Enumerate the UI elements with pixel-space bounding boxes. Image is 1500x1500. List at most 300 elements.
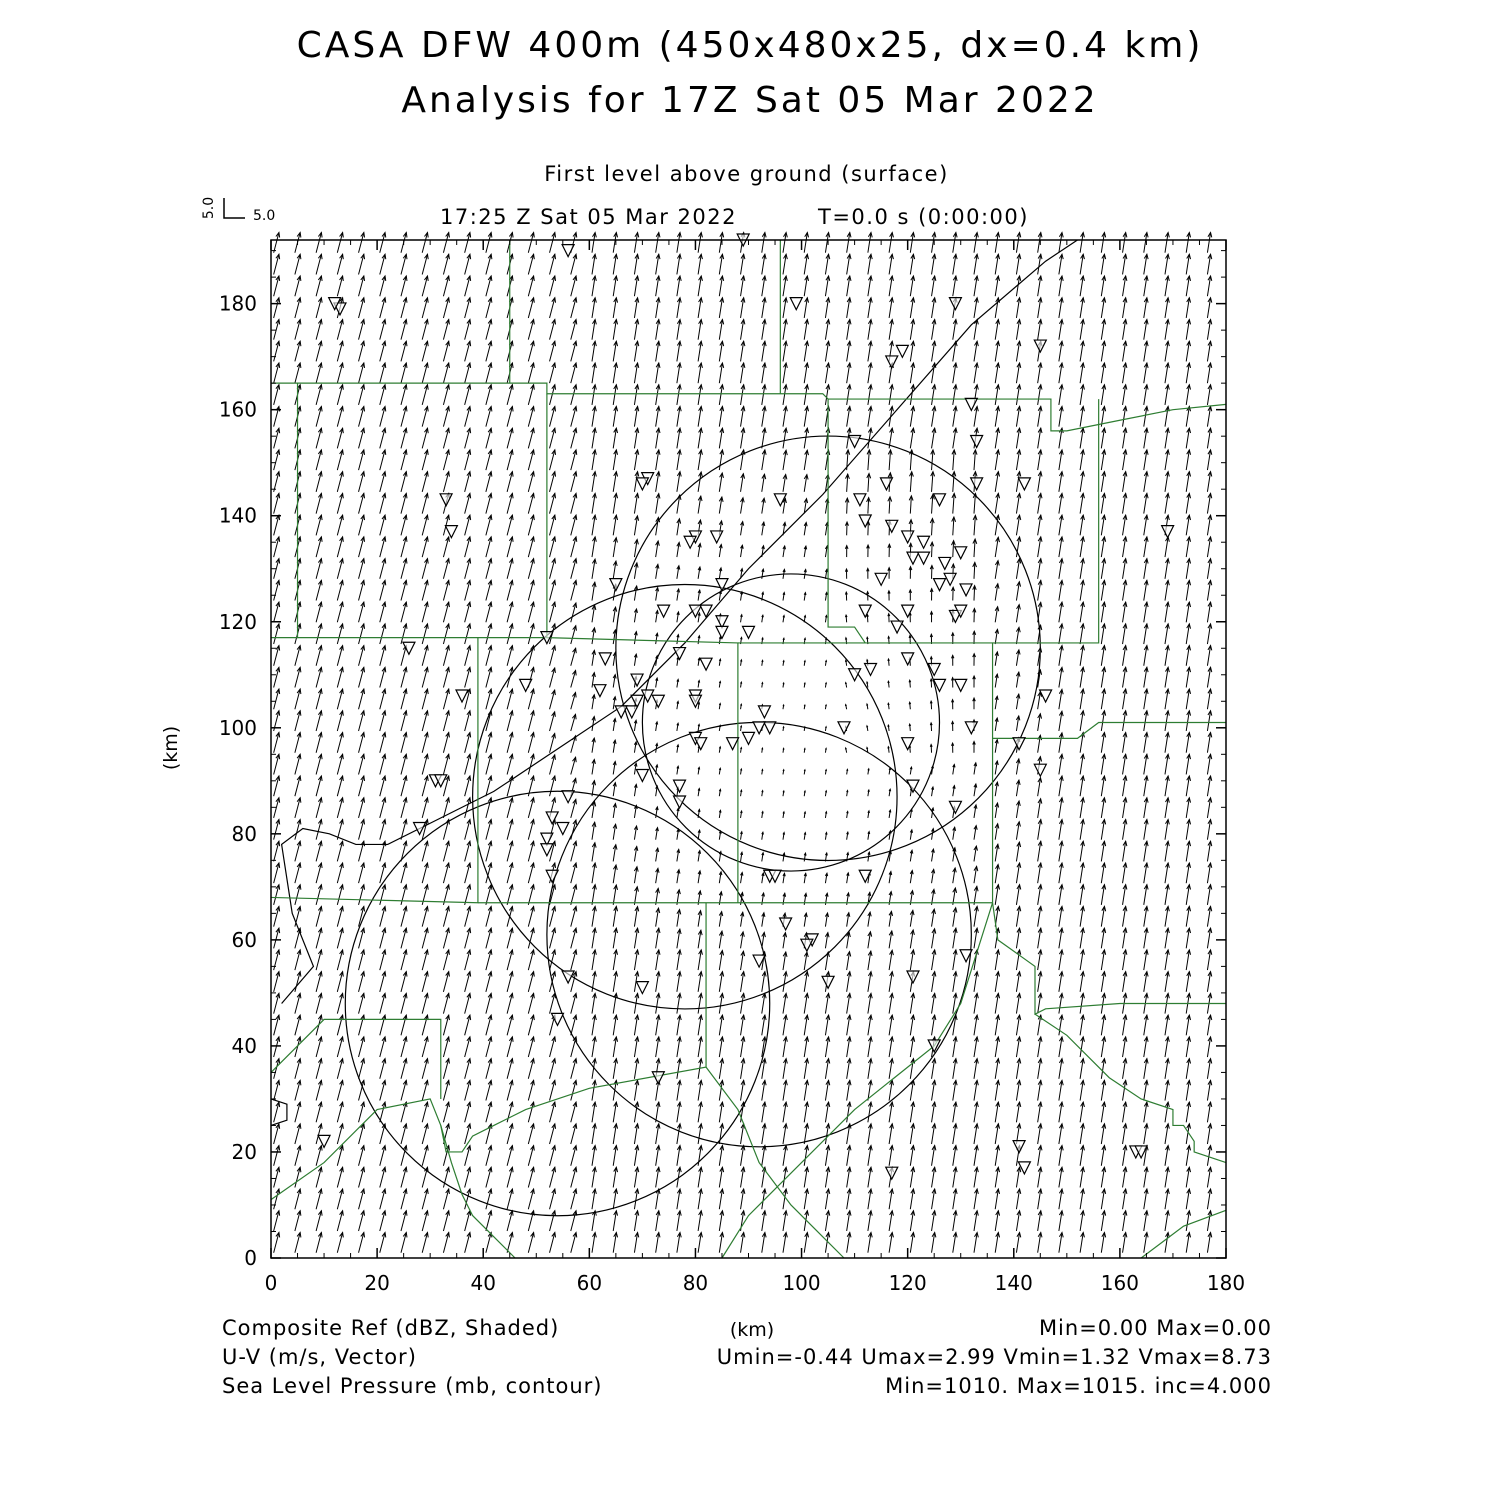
wind-vector	[571, 1233, 577, 1253]
wind-vector	[698, 681, 700, 688]
wind-vector	[571, 254, 577, 274]
wind-vector	[1207, 1146, 1211, 1166]
wind-vector	[550, 1167, 556, 1187]
wind-vector	[507, 689, 513, 709]
y-tick-label: 0	[244, 1246, 257, 1270]
wind-vector	[719, 1059, 723, 1079]
wind-vector	[762, 832, 764, 839]
wind-vector	[825, 791, 826, 796]
wind-vector	[1144, 885, 1148, 905]
wind-vector	[507, 733, 513, 753]
wind-vector	[1123, 319, 1127, 339]
wind-vector	[1038, 819, 1042, 839]
wind-vector	[337, 1233, 343, 1253]
wind-vector	[295, 1167, 301, 1187]
wind-vector	[953, 1059, 957, 1079]
wind-vector	[507, 1124, 513, 1144]
wind-vector	[868, 769, 869, 775]
wind-vector	[825, 1211, 829, 1231]
wind-vector	[1186, 711, 1190, 731]
wind-vector	[825, 1059, 829, 1079]
wind-vector	[868, 298, 872, 318]
wind-vector	[719, 831, 721, 840]
wind-vector	[359, 298, 365, 318]
wind-vector	[1038, 778, 1042, 796]
wind-vector	[401, 733, 407, 753]
wind-vector	[359, 754, 365, 774]
wind-vector	[783, 385, 787, 405]
x-tick-label: 140	[994, 1271, 1033, 1295]
wind-vector	[528, 341, 534, 361]
wind-vector	[783, 833, 785, 840]
wind-vector	[337, 711, 343, 731]
wind-vector	[1207, 1102, 1211, 1122]
wind-vector	[1101, 841, 1105, 861]
wind-vector	[1165, 624, 1169, 644]
wind-vector	[847, 298, 851, 318]
station-marker-icon	[838, 722, 850, 734]
wind-vector	[1038, 714, 1042, 731]
wind-vector	[359, 406, 365, 426]
wind-vector	[719, 951, 723, 971]
wind-vector	[274, 276, 280, 296]
wind-vector	[932, 950, 936, 970]
wind-vector	[698, 276, 702, 296]
wind-vector	[656, 1015, 660, 1035]
wind-vector	[677, 385, 681, 405]
wind-vector	[465, 1167, 471, 1187]
wind-vector	[274, 733, 280, 753]
wind-vector	[295, 646, 301, 666]
wind-vector	[613, 824, 617, 839]
field2-label: U-V (m/s, Vector)	[222, 1345, 417, 1369]
wind-vector	[571, 580, 577, 600]
wind-vector	[974, 363, 978, 383]
wind-vector	[719, 972, 723, 992]
wind-vector	[952, 700, 954, 710]
wind-vector	[783, 873, 785, 883]
wind-vector	[316, 906, 322, 926]
wind-vector	[1059, 841, 1063, 861]
wind-vector	[528, 406, 534, 426]
wind-vector	[401, 1059, 407, 1079]
forecast-time-label: T=0.0 s (0:00:00)	[818, 205, 1029, 229]
wind-vector	[401, 1080, 407, 1100]
wind-vector	[401, 624, 407, 644]
wind-vector	[974, 1015, 978, 1035]
wind-vector	[316, 385, 322, 405]
wind-vector	[401, 1233, 407, 1253]
wind-vector	[1038, 1080, 1042, 1100]
station-marker-icon	[891, 621, 903, 633]
wind-vector	[443, 276, 449, 296]
wind-vector	[550, 602, 556, 622]
wind-vector	[465, 254, 471, 274]
field2-stats: Umin=-0.44 Umax=2.99 Vmin=1.32 Vmax=8.73	[716, 1345, 1272, 1369]
wind-vector	[741, 1167, 745, 1187]
wind-vector	[528, 319, 534, 339]
wind-vector	[592, 843, 596, 862]
wind-vector	[995, 1102, 999, 1122]
wind-vector	[1186, 906, 1190, 926]
wind-vector	[1101, 798, 1105, 818]
wind-vector	[1123, 841, 1127, 861]
wind-vector	[931, 472, 935, 492]
wind-vector	[486, 276, 492, 296]
wind-vector	[1165, 646, 1169, 666]
wind-vector	[825, 276, 829, 296]
wind-vector	[359, 559, 365, 579]
wind-vector	[910, 1146, 914, 1166]
wind-vector	[741, 972, 745, 992]
wind-vector	[1144, 602, 1148, 622]
wind-vector	[656, 1037, 660, 1057]
wind-vector	[719, 450, 723, 470]
wind-vector	[613, 298, 617, 318]
wind-vector	[1123, 341, 1127, 361]
wind-vector	[380, 1015, 386, 1035]
wind-vector	[1165, 885, 1169, 905]
wind-vector	[953, 406, 957, 426]
wind-vector	[1080, 1146, 1084, 1166]
station-marker-icon	[886, 356, 898, 368]
wind-vector	[422, 863, 428, 883]
wind-vector	[316, 1189, 322, 1209]
axis-ticks	[219, 240, 1245, 1295]
wind-vector	[295, 711, 301, 731]
wind-vector	[953, 928, 957, 948]
wind-vector	[359, 993, 365, 1013]
wind-vector	[1207, 689, 1211, 709]
wind-vector	[274, 298, 280, 318]
wind-vector	[422, 298, 428, 318]
wind-vector	[762, 660, 763, 665]
wind-vector	[634, 609, 637, 622]
wind-vector	[1144, 754, 1148, 774]
wind-vector	[951, 633, 954, 644]
wind-vector	[1165, 298, 1169, 318]
wind-vector	[953, 1124, 957, 1144]
wind-vector	[380, 450, 386, 470]
wind-vector	[507, 928, 513, 948]
wind-vector	[656, 950, 660, 970]
wind-vector	[698, 544, 701, 557]
wind-vector	[1123, 1189, 1127, 1209]
wind-vector	[1123, 1167, 1127, 1187]
wind-vector	[868, 1015, 872, 1035]
wind-vector	[507, 450, 513, 470]
wind-vector	[1186, 298, 1190, 318]
wind-vector	[571, 841, 577, 861]
wind-vector	[953, 1189, 957, 1209]
wind-vector	[1144, 1124, 1148, 1144]
wind-vector	[316, 1102, 322, 1122]
wind-vector	[1123, 754, 1127, 774]
wind-vector	[422, 776, 428, 796]
wind-vector	[422, 1146, 428, 1166]
wind-vector	[316, 624, 322, 644]
wind-vector	[422, 428, 428, 448]
wind-vector	[465, 1233, 471, 1253]
wind-vector	[1059, 319, 1063, 339]
wind-vector	[677, 589, 680, 601]
wind-vector	[889, 385, 893, 405]
wind-vector	[337, 319, 343, 339]
wind-vector	[507, 972, 513, 992]
wind-vector	[274, 1189, 280, 1209]
wind-vector	[380, 602, 386, 622]
wind-vector	[847, 1167, 851, 1187]
wind-vector	[337, 515, 343, 535]
wind-vector	[825, 661, 826, 666]
wind-vector	[698, 658, 700, 665]
wind-vector	[783, 853, 785, 861]
wind-vector	[1207, 950, 1211, 970]
wind-vector	[337, 776, 343, 796]
wind-vector	[634, 1189, 638, 1209]
wind-vector	[698, 450, 702, 470]
y-tick-label: 100	[218, 715, 257, 740]
station-marker-icon	[684, 536, 696, 548]
wind-vector	[422, 363, 428, 383]
wind-vector	[740, 522, 743, 536]
wind-vector	[953, 385, 957, 405]
wind-vector	[401, 515, 407, 535]
wind-vector	[1059, 733, 1063, 753]
wind-vector	[465, 233, 471, 253]
wind-vector	[634, 847, 637, 862]
wind-vector	[868, 1233, 872, 1253]
wind-vector	[1186, 863, 1190, 883]
wind-vector	[1186, 1080, 1190, 1100]
wind-vector	[380, 733, 386, 753]
wind-vector	[1038, 472, 1042, 492]
wind-vector	[486, 1146, 492, 1166]
wind-vector	[465, 624, 471, 644]
wind-vector	[295, 863, 301, 883]
wind-vector	[698, 767, 700, 774]
wind-vector	[995, 406, 999, 426]
wind-vector	[741, 704, 742, 709]
wind-vector	[1038, 537, 1042, 557]
wind-vector	[741, 276, 745, 296]
wind-vector	[1123, 863, 1127, 883]
wind-vector	[507, 798, 513, 818]
wind-vector	[274, 493, 280, 513]
wind-vector	[889, 276, 893, 296]
wind-vector	[1144, 950, 1148, 970]
wind-vector	[1144, 711, 1148, 731]
wind-vector	[1059, 1233, 1063, 1253]
wind-vector	[380, 819, 386, 839]
wind-vector	[359, 1211, 365, 1231]
wind-vector	[550, 1080, 556, 1100]
wind-vector	[465, 406, 471, 426]
wind-vector	[677, 1146, 681, 1166]
wind-vector	[698, 341, 702, 361]
wind-vector	[443, 993, 449, 1013]
wind-vector	[486, 254, 492, 274]
wind-vector	[1016, 363, 1020, 383]
wind-vector	[741, 832, 743, 840]
wind-vector	[1165, 537, 1169, 557]
wind-vector	[337, 733, 343, 753]
wind-vector	[677, 972, 681, 992]
wind-vector	[401, 1167, 407, 1187]
wind-vector	[825, 363, 829, 383]
wind-vector	[1059, 537, 1063, 557]
wind-vector	[571, 1124, 577, 1144]
wind-vector	[1059, 819, 1063, 839]
wind-vector	[613, 1233, 617, 1253]
wind-vector	[1080, 559, 1084, 579]
wind-vector	[443, 667, 449, 687]
wind-vector	[656, 298, 660, 318]
station-marker-icon	[674, 796, 686, 808]
station-marker-icon	[636, 982, 648, 994]
wind-vector	[783, 1037, 787, 1057]
wind-vector	[592, 1102, 596, 1122]
wind-vector	[359, 950, 365, 970]
wind-vector	[930, 701, 932, 709]
wind-vector	[316, 1211, 322, 1231]
wind-vector	[613, 1037, 617, 1057]
wind-vector	[507, 493, 513, 513]
wind-vector	[1123, 428, 1127, 448]
wind-vector	[316, 841, 322, 861]
wind-vector	[698, 385, 702, 405]
wind-vector	[783, 952, 787, 970]
wind-vector	[995, 385, 999, 405]
wind-vector	[910, 276, 914, 296]
wind-vector	[1101, 1037, 1105, 1057]
wind-vector	[1080, 1102, 1084, 1122]
wind-vector	[740, 545, 743, 557]
wind-vector	[337, 1189, 343, 1209]
wind-vector	[316, 515, 322, 535]
field1-stats: Min=0.00 Max=0.00	[1038, 1316, 1272, 1340]
wind-vector	[1101, 863, 1105, 883]
wind-vector	[868, 972, 872, 992]
wind-vector	[719, 341, 723, 361]
wind-vector	[274, 1233, 280, 1253]
wind-vector	[932, 972, 936, 992]
wind-vector	[1016, 233, 1020, 253]
wind-vector	[677, 1189, 681, 1209]
wind-vector	[804, 522, 807, 535]
wind-vector	[380, 1146, 386, 1166]
wind-vector	[741, 1015, 745, 1035]
wind-vector	[656, 928, 660, 948]
wind-vector	[953, 363, 957, 383]
valid-time-label: 17:25 Z Sat 05 Mar 2022	[440, 205, 737, 229]
station-marker-icon	[854, 494, 866, 506]
wind-vector	[974, 341, 978, 361]
wind-vector	[571, 450, 577, 470]
wind-vector	[1144, 928, 1148, 948]
wind-vector	[1101, 276, 1105, 296]
wind-vector	[592, 363, 596, 383]
wind-vector	[571, 820, 577, 840]
y-tick-label: 180	[218, 291, 257, 316]
wind-vector	[932, 319, 936, 339]
wind-vector	[486, 406, 492, 426]
wind-vector	[1144, 1211, 1148, 1231]
wind-vector	[1165, 733, 1169, 753]
wind-vector	[274, 515, 280, 535]
wind-vector	[1101, 363, 1105, 383]
wind-vector	[486, 1233, 492, 1253]
wind-vector	[1080, 233, 1084, 253]
wind-vector	[995, 537, 999, 557]
wind-vector	[1038, 1124, 1042, 1144]
wind-vector	[486, 733, 492, 753]
wind-vector	[443, 841, 449, 861]
y-tick-label: 160	[218, 397, 257, 422]
wind-vector	[995, 950, 999, 970]
wind-vector	[571, 1015, 577, 1035]
wind-vector	[677, 929, 681, 948]
wind-vector	[1144, 1233, 1148, 1253]
wind-vector	[932, 1211, 936, 1231]
wind-vector	[443, 950, 449, 970]
wind-vector	[1123, 798, 1127, 818]
station-marker-icon	[562, 245, 574, 257]
wind-vector	[571, 298, 577, 318]
wind-vector	[1016, 298, 1020, 318]
wind-vector	[762, 993, 766, 1013]
wind-vector	[465, 1015, 471, 1035]
wind-vector	[1144, 276, 1148, 296]
wind-vector	[762, 853, 764, 862]
wind-vector	[592, 559, 596, 579]
wind-vector	[465, 841, 471, 861]
wind-vector	[677, 233, 681, 253]
wind-vector	[698, 406, 702, 426]
y-tick-label: 80	[231, 821, 257, 846]
wind-vector	[910, 1233, 914, 1253]
wind-vector	[847, 406, 851, 426]
wind-vector	[550, 1211, 556, 1231]
wind-vector	[1038, 950, 1042, 970]
wind-vector	[1123, 450, 1127, 470]
wind-vector	[1080, 406, 1084, 426]
wind-vector	[974, 406, 978, 426]
wind-vector	[507, 1015, 513, 1035]
wind-vector	[528, 624, 534, 644]
station-marker-icon	[695, 738, 707, 750]
plot-title-line2: Analysis for 17Z Sat 05 Mar 2022	[401, 80, 1099, 121]
wind-vector	[1080, 602, 1084, 622]
wind-vector	[909, 724, 911, 731]
wind-vector	[804, 406, 808, 426]
wind-vector	[592, 1167, 596, 1187]
wind-vector	[889, 872, 892, 884]
wind-vector	[443, 428, 449, 448]
wind-vector	[930, 612, 932, 623]
wind-vector	[337, 493, 343, 513]
wind-vector	[719, 872, 722, 883]
wind-vector	[1186, 385, 1190, 405]
wind-vector	[1207, 1167, 1211, 1187]
wind-vector	[677, 635, 679, 644]
wind-vector	[380, 298, 386, 318]
wind-vector	[953, 1233, 957, 1253]
wind-vector	[1144, 776, 1148, 796]
wind-vector	[995, 803, 998, 818]
wind-vector	[422, 385, 428, 405]
wind-vector	[443, 580, 449, 600]
